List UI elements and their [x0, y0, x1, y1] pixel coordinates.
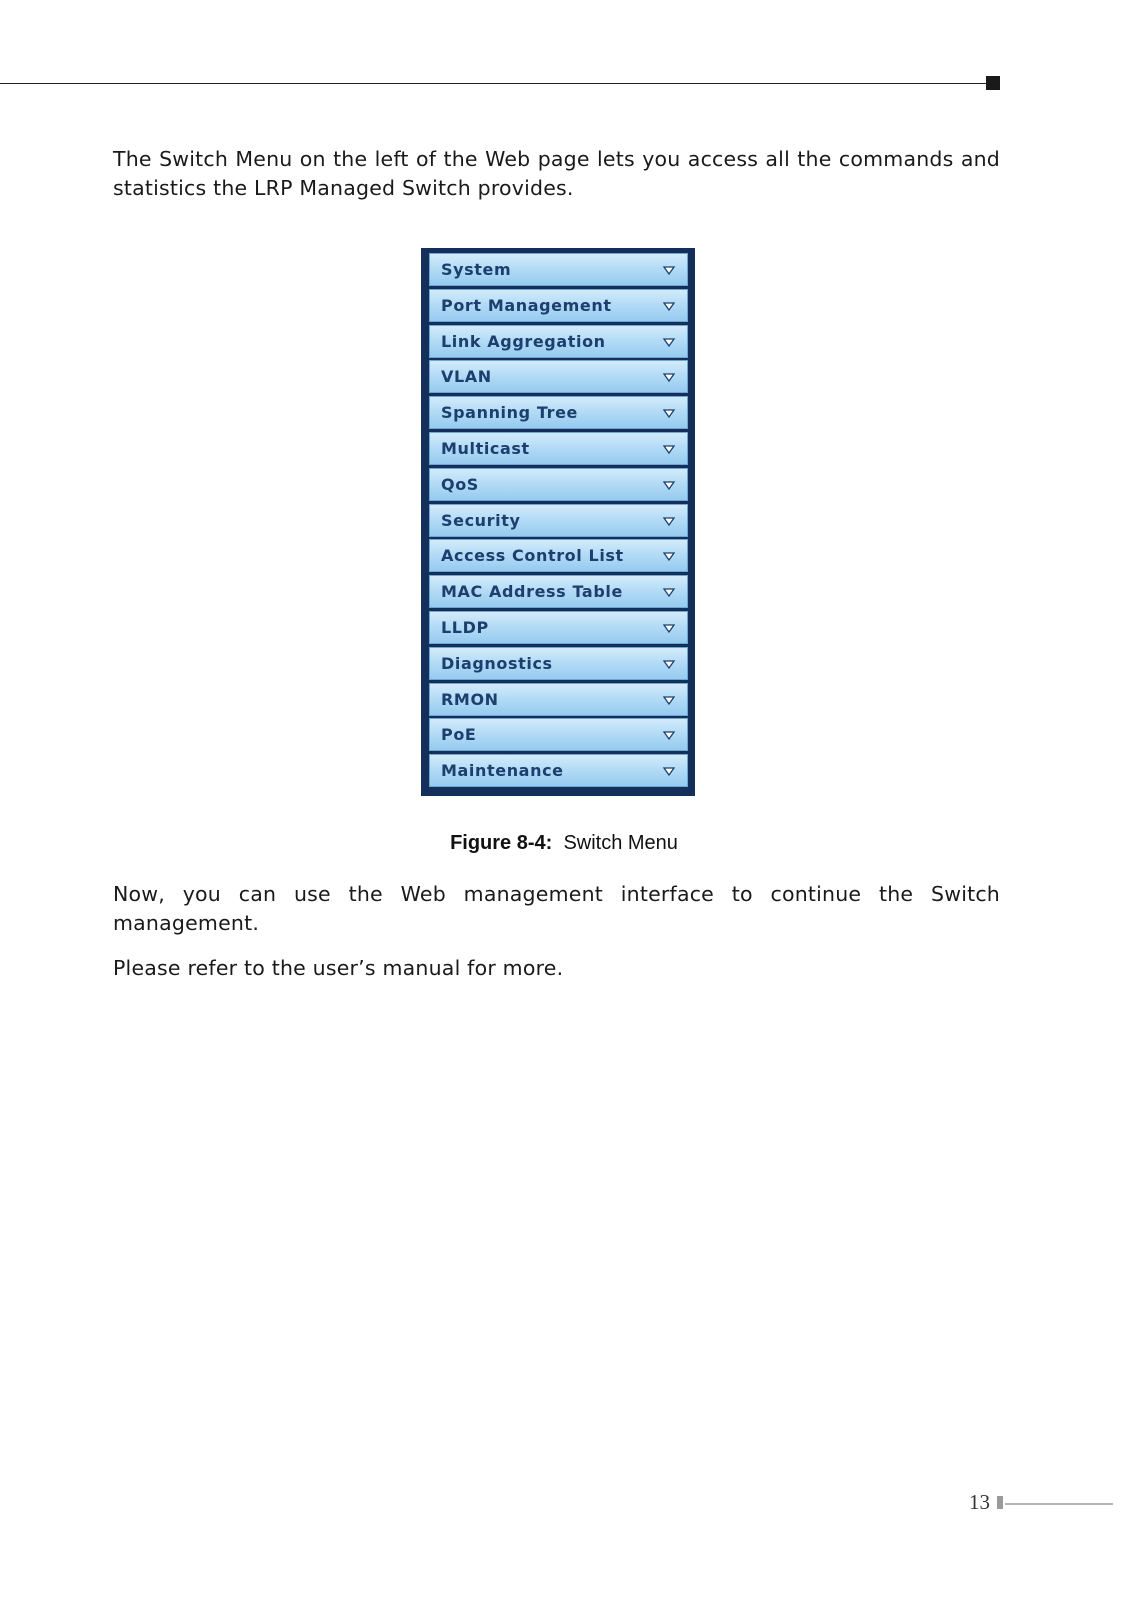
menu-item-lldp[interactable] — [429, 611, 688, 644]
menu-item-label: RMON — [441, 689, 499, 709]
triangle-down-icon[interactable] — [663, 660, 675, 669]
menu-item-qos[interactable] — [429, 468, 688, 501]
menu-item-link-aggregation[interactable] — [429, 325, 688, 358]
menu-item-rmon[interactable] — [429, 683, 688, 716]
menu-item-access-control-list[interactable] — [429, 539, 688, 572]
menu-item-label: QoS — [441, 474, 479, 494]
triangle-down-icon[interactable] — [663, 517, 675, 526]
page-number: 13 — [969, 1490, 990, 1514]
triangle-down-icon[interactable] — [663, 338, 675, 347]
menu-item-label: Spanning Tree — [441, 403, 579, 423]
menu-item-label: PoE — [441, 725, 477, 745]
triangle-down-icon[interactable] — [663, 373, 675, 382]
menu-item-label: Maintenance — [441, 761, 564, 781]
body-paragraph: Now, you can use the Web management interface to continue the Switch management. — [113, 882, 1000, 935]
triangle-down-icon[interactable] — [663, 624, 675, 633]
triangle-down-icon[interactable] — [663, 552, 675, 561]
menu-item-vlan[interactable] — [429, 360, 688, 393]
header-square-marker — [986, 76, 1000, 90]
triangle-down-icon[interactable] — [663, 696, 675, 705]
triangle-down-icon[interactable] — [663, 767, 675, 776]
triangle-down-icon[interactable] — [663, 302, 675, 311]
figure-caption-label: Figure 8-4: — [450, 832, 553, 854]
triangle-down-icon[interactable] — [663, 588, 675, 597]
menu-item-label: LLDP — [441, 617, 489, 637]
page-number-marker — [997, 1496, 1003, 1509]
menu-item-label: System — [441, 260, 512, 279]
triangle-down-icon[interactable] — [663, 266, 675, 275]
menu-item-label: Access Control List — [441, 546, 624, 566]
menu-item-security[interactable] — [429, 504, 688, 537]
body-paragraph-refer: Please refer to the user’s manual for more. — [113, 956, 564, 980]
menu-item-label: Diagnostics — [441, 653, 553, 673]
menu-item-mac-address-table[interactable] — [429, 575, 688, 608]
triangle-down-icon[interactable] — [663, 481, 675, 490]
menu-item-label: Security — [441, 510, 521, 530]
menu-item-label: Link Aggregation — [441, 331, 606, 351]
menu-item-maintenance[interactable] — [429, 754, 688, 787]
menu-item-label: Port Management — [441, 295, 612, 315]
menu-item-poe[interactable] — [429, 718, 688, 751]
menu-item-system[interactable] — [429, 253, 688, 286]
menu-item-port-management[interactable] — [429, 289, 688, 322]
menu-item-spanning-tree[interactable] — [429, 396, 688, 429]
menu-item-multicast[interactable] — [429, 432, 688, 465]
triangle-down-icon[interactable] — [663, 445, 675, 454]
figure-caption-text: Switch Menu — [563, 832, 678, 854]
switch-menu — [421, 248, 695, 796]
triangle-down-icon[interactable] — [663, 409, 675, 418]
menu-item-label: MAC Address Table — [441, 582, 623, 602]
triangle-down-icon[interactable] — [663, 731, 675, 740]
intro-paragraph: The Switch Menu on the left of the Web page lets you access all the commands and statistics the LRP Managed Switch provides. — [113, 147, 1000, 200]
figure-caption — [0, 832, 1128, 855]
menu-item-label: VLAN — [441, 367, 492, 387]
menu-item-label: Multicast — [441, 438, 530, 458]
menu-item-diagnostics[interactable] — [429, 647, 688, 680]
footer-rule — [1005, 1503, 1113, 1505]
header-rule — [0, 83, 990, 84]
